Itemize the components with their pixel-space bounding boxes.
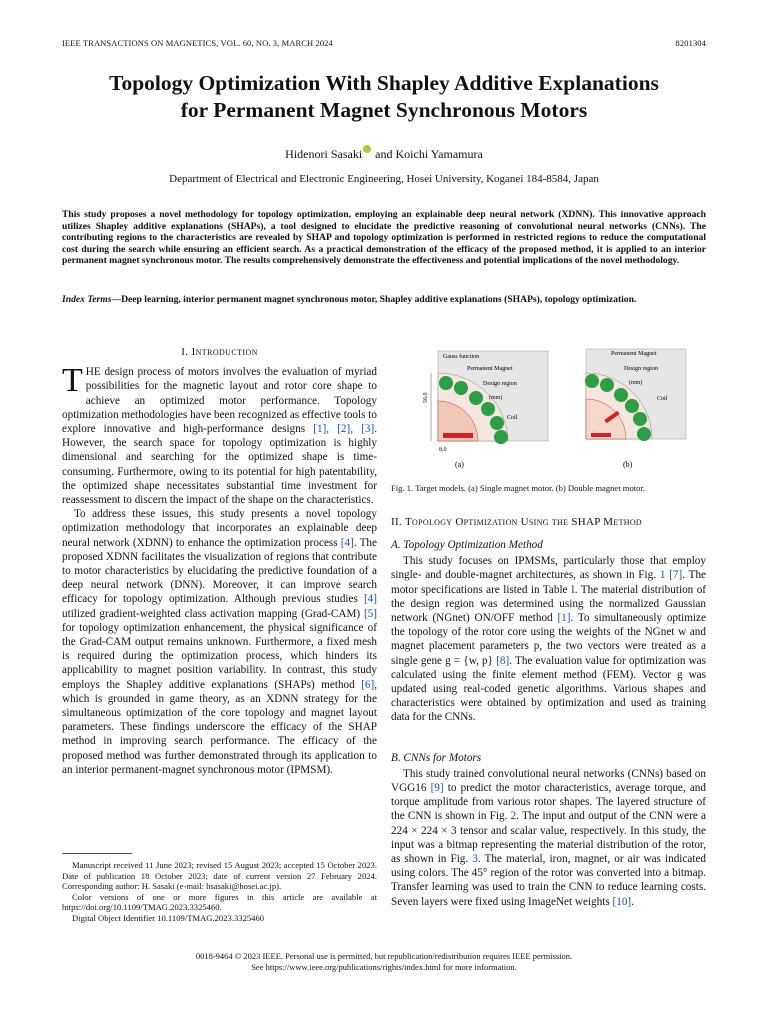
section-heading-2: II. Topology Optimization Using the SHAP Method xyxy=(391,516,642,528)
journal-name: IEEE TRANSACTIONS ON MAGNETICS, VOL. 60, NO. 3, MARCH 2024 xyxy=(62,38,333,48)
copyright-line-1: 0018-9464 © 2023 IEEE. Personal use is permitted, but republication/redistribution requires IEEE permission. xyxy=(195,951,573,961)
footnote-doi: Digital Object Identifier 10.1109/TMAG.2023.3325460 xyxy=(72,912,265,923)
footnote-color: Color versions of one or more figures in this article are available at https://doi.org/10.1109/TMAG.2023.3325460. xyxy=(62,891,377,913)
copyright-notice xyxy=(0,951,768,973)
index-terms-label: Index Terms xyxy=(62,294,112,305)
citation-link[interactable]: [8] xyxy=(496,654,510,667)
table-link[interactable]: I xyxy=(570,583,575,596)
left-column xyxy=(62,345,377,777)
copyright-line-2: See https://www.ieee.org/publications/rights/index.html for more information. xyxy=(251,962,517,972)
title-line-1: Topology Optimization With Shapley Additive Explanations xyxy=(109,71,659,95)
subfig-a-label: (a) xyxy=(455,460,464,469)
citation-link[interactable]: [1], [2], [3] xyxy=(313,423,375,436)
citation-link[interactable]: [5] xyxy=(363,607,377,620)
section2b-paragraph: This study trained convolutional neural networks (CNNs) based on VGG16 [9] to predict the motor characteristics, average torque, and torque amplitude from various rotor shapes. The layered structure of the CNN is shown in Fig. 2. The input and output of the CNN were a 224 × 224 × 3 tensor and scalar value, respectively. In this study, the input was a bitmap representing the material distribution of the rotor, as shown in Fig. 3. The material, iron, magnet, or air was indicated using colors. The 45° region of the rotor was converted into a bitmap. Transfer learning was used to train the CNN to reduce learning costs. Seven layers were fixed using ImageNet weights [10]. xyxy=(391,767,706,908)
figure-1 xyxy=(391,343,706,473)
citation-link[interactable]: [4] xyxy=(340,536,354,549)
subsection-heading-a: A. Topology Optimization Method xyxy=(391,539,543,551)
label-coil-a: Coil xyxy=(507,415,518,421)
section-heading-introduction: I. Introduction xyxy=(181,346,258,358)
footnote-manuscript: Manuscript received 11 June 2023; revised 15 August 2023; accepted 15 October 2023. Date of publication 18 October 2023; date of current version 27 February 2024. Corresponding author: H. Sasaki (e-mail: hsasaki@hosei.ac.jp). xyxy=(62,860,377,892)
intro-paragraph-2: To address these issues, this study presents a novel topology optimization methodology that incorporates an explainable deep neural network (XDNN) to enhance the optimization process [4]. The proposed XDNN facilitates the visualization of regions that contribute to motor characteristics by elucidating the predictive foundation of a deep neural network (DNN). Moreover, it can improve search efficacy for topology optimization. Although previous studies [4] utilized gradient-weighted class activation mapping (Grad-CAM) [5] for topology optimization enhancement, the physical significance of the Grad-CAM output remains unknown. Furthermore, a fixed mesh is required during the optimization process, which hinders its applicability to magnet position variability. In contrast, this study employs the Shapley additive explanations (SHAPs) method [6], which is grounded in game theory, as an XDNN strategy for the simultaneous optimization of the core topology and magnet layout parameters. These findings underscore the efficacy of the SHAP method in improving search performance. The efficacy of the proposed method was further demonstrated through its application to an interior permanent-magnet synchronous motor (IPMSM). xyxy=(62,508,377,776)
abstract: This study proposes a novel methodology for topology optimization, employing an explainable deep neural network (XDNN). This innovative approach utilizes Shapley additive explanations (SHAPs), a tool designed to elucidate the predictive reasoning of convolutional neural networks (CNNs). The contributing regions to the characteristics are revealed by SHAP and topology optimization is performed in restricted regions to reduce the computational cost during the search while ensuring an efficient search. As a practical demonstration of the efficacy of the proposed method, it is applied to an interior permanent magnet synchronous motor. The results comprehensively demonstrate the effectiveness and potential implications of the novel methodology. xyxy=(62,209,706,267)
label-coil-b: Coil xyxy=(657,396,668,402)
citation-link[interactable]: [7] xyxy=(669,569,683,582)
label-mm-b: (mm) xyxy=(629,380,643,386)
label-pm-b: Permanent Magnet xyxy=(611,351,657,357)
figure-link[interactable]: 1 xyxy=(659,569,666,582)
paper-title xyxy=(40,70,728,124)
article-number: 8201304 xyxy=(675,38,706,48)
index-terms xyxy=(62,294,706,306)
intro-paragraph-1: THE design process of motors involves the evaluation of myriad possibilities for the magnetic layout and rotor core shape to achieve an optimized motor performance. Topology optimization methodologies have been recognized as effective tools to explore innovative and high-performance designs [1], [2], [3]. However, the search space for topology optimization is highly dimensional and searching for the optimized shape is time-consuming. Furthermore, owing to its potential for high patentability, the optimized shape necessitates substantial time investment for reassessment to discern the impact of the shape on the characteristics. xyxy=(62,362,378,507)
author-2: and Koichi Yamamura xyxy=(372,147,483,161)
running-header xyxy=(62,38,706,48)
figure-1b xyxy=(585,349,686,469)
figure-1-drawing xyxy=(391,343,706,473)
dim-label-8: 8.0 xyxy=(439,447,447,453)
right-column xyxy=(391,534,706,909)
index-terms-text: —Deep learning, interior permanent magnet synchronous motor, Shapley additive explanations (SHAPs), topology optimization. xyxy=(111,294,637,305)
figure-link[interactable]: 2 xyxy=(510,810,517,823)
label-pm-a: Permanent Magnet xyxy=(467,366,513,372)
dim-label-56: 56.0 xyxy=(423,392,429,403)
figure-1a xyxy=(423,351,548,469)
section2a-paragraph: This study focuses on IPMSMs, particularly those that employ single- and double-magnet architectures, as shown in Fig. 1 [7]. The motor specifications are listed in Table I. The material distribution of the design region was determined using the normalized Gaussian network (NGnet) ON/OFF method [1]. To simultaneously optimize the topology of the rotor core using the weights of the NGnet w and magnet placement parameters p, the two vectors were treated as a single gene g = {w, p} [8]. The evaluation value for optimization was calculated using the finite element method (FEM). Vector g was updated using real-coded genetic algorithms. Various shapes and characteristics were obtained by optimization and used as training data for the CNNs. xyxy=(391,555,707,724)
affiliation: Department of Electrical and Electronic Engineering, Hosei University, Koganei 184-8584, Japan xyxy=(169,173,599,185)
citation-link[interactable]: [4] xyxy=(363,593,377,606)
author-1: Hidenori Sasaki xyxy=(285,147,363,161)
citation-link[interactable]: [6] xyxy=(361,678,375,691)
figure-link[interactable]: 3 xyxy=(472,853,478,866)
label-mm-a: (mm) xyxy=(489,395,503,401)
authors xyxy=(0,145,768,162)
citation-link[interactable]: [9] xyxy=(430,782,444,795)
footnotes xyxy=(62,860,377,924)
citation-link[interactable]: [10] xyxy=(612,895,632,908)
orcid-icon[interactable] xyxy=(363,145,371,153)
drop-cap: T xyxy=(62,362,83,400)
label-design-a: Design region xyxy=(483,381,517,387)
footnote-divider xyxy=(62,853,132,854)
subsection-heading-b: B. CNNs for Motors xyxy=(391,751,482,764)
label-design-b: Design region xyxy=(624,366,658,372)
figure-1-caption: Fig. 1. Target models. (a) Single magnet motor. (b) Double magnet motor. xyxy=(391,483,645,493)
subfig-b-label: (b) xyxy=(623,460,633,469)
label-gauss: Gauss function xyxy=(443,354,480,360)
citation-link[interactable]: [1] xyxy=(557,612,571,625)
title-line-2: for Permanent Magnet Synchronous Motors xyxy=(180,98,588,122)
